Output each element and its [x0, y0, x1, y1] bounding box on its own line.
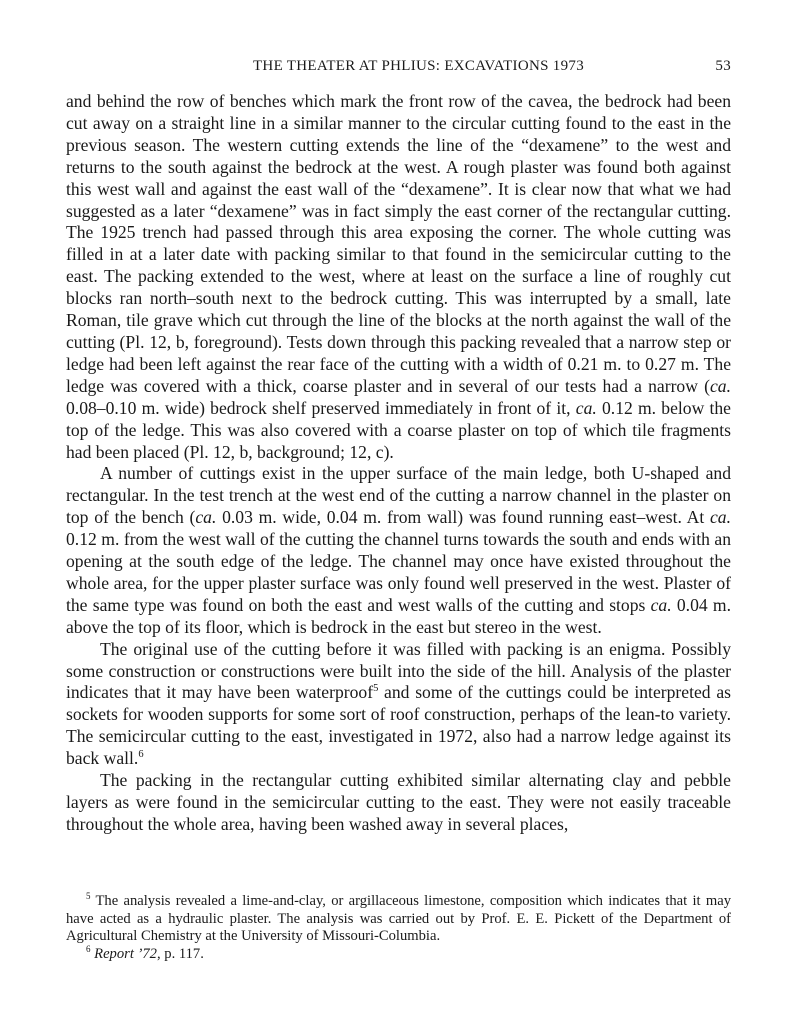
page-number: 53 — [715, 58, 731, 74]
text-run: 0.03 m. wide, 0.04 m. from wall) was found running east–west. At — [216, 507, 710, 528]
footnote-text: , p. 117. — [156, 945, 204, 962]
italic-abbrev: ca. — [195, 507, 217, 528]
footnote-5 — [66, 893, 731, 946]
body-text — [66, 91, 731, 836]
footnote-6 — [66, 943, 731, 964]
italic-abbrev: ca. — [709, 375, 731, 396]
text-run: A number of cuttings exist in the upper surface of the main ledge, both U-shaped and rectangular. In the test trench at the west end of the cutting a narrow channel in the plaster on top of the bench ( — [66, 463, 731, 528]
running-title: THE THEATER AT PHLIUS: EXCAVATIONS 1973 — [252, 58, 585, 74]
italic-abbrev: ca. — [575, 397, 597, 418]
footnote-mark: 6 — [86, 943, 91, 954]
footnote-ref-6[interactable]: 6 — [138, 749, 144, 761]
footnote-text: The analysis revealed a lime-and-clay, or argillaceous limestone, composition which indicates that it may have acted as a hydraulic plaster. The analysis was carried out by Prof. E. E. Pickett of the Department of Agricultural Chemistry at the University of Missouri-Columbia. — [66, 893, 731, 945]
text-run: The packing in the rectangular cutting exhibited similar alternating clay and pebble layers as were found in the semicircular cutting to the east. They were not easily traceable throughout the whole area, having been washed away in several places, — [66, 770, 731, 834]
text-run: 0.12 m. from the west wall of the cutting the channel turns towards the south and ends with an opening at the south edge of the ledge. The channel may once have existed throughout the whole area, for the upper plaster surface was only found well preserved in the west. Plaster of the same type was found on both the east and west walls of the cutting and stops — [66, 529, 731, 615]
paragraph-1 — [66, 91, 731, 463]
footnotes — [66, 893, 731, 963]
footnote-ref-5[interactable]: 5 — [373, 683, 379, 695]
text-run: The original use of the cutting before it was filled with packing is an enigma. Possibly some construction or constructions were built into the side of the hill. Analysis of the plaster indicates that it may have been waterproof — [66, 638, 731, 703]
italic-abbrev: ca. — [709, 507, 731, 528]
text-run: 0.12 m. below the top of the ledge. This was also covered with a coarse plaster on top of which tile fragments had been placed (Pl. 12, b, background; 12, c). — [66, 397, 731, 462]
paragraph-2 — [66, 463, 731, 638]
paragraph-4 — [66, 770, 731, 836]
text-run: and behind the row of benches which mark the front row of the cavea, the bedrock had been cut away on a straight line in a similar manner to the circular cutting found to the east in the previous season. The western cutting extends the line of the “dexamene” to the west and returns to the south against the bedrock at the west. A rough plaster was found both against this west wall and against the east wall of the “dexamene”. It is clear now that what we had suggested as a later “dexamene” was in fact simply the east corner of the rectangular cutting. The 1925 trench had passed through this area exposing the corner. The whole cutting was filled in at a later date with packing similar to that found in the semicircular cutting to the east. The packing extended to the west, where at least on the surface a line of roughly cut blocks ran north–south next to the bedrock cutting. This was interrupted by a small, late Roman, tile grave which cut through the line of the blocks at the north against the wall of the cutting (Pl. 12, b, foreground). Tests down through this packing revealed that a narrow step or ledge had been left against the rear face of the cutting with a width of 0.21 m. to 0.27 m. The ledge was covered with a thick, coarse plaster and in several of our tests had a narrow ( — [66, 91, 731, 396]
footnote-mark: 5 — [86, 891, 91, 902]
footnote-source: Report ’72 — [94, 945, 157, 962]
text-run: 0.08–0.10 m. wide) bedrock shelf preserved immediately in front of it, — [66, 397, 576, 418]
italic-abbrev: ca. — [650, 594, 672, 615]
text-run: 0.04 m. above the top of its floor, which is bedrock in the east but stereo in the west. — [66, 594, 732, 637]
text-run: and some of the cuttings could be interpreted as sockets for wooden supports for some sort of roof construction, perhaps of the lean-to variety. The semicircular cutting to the east, investigated in 1972, also had a narrow ledge against its back wall. — [66, 682, 731, 769]
running-header — [66, 58, 731, 80]
paragraph-3 — [66, 639, 731, 770]
